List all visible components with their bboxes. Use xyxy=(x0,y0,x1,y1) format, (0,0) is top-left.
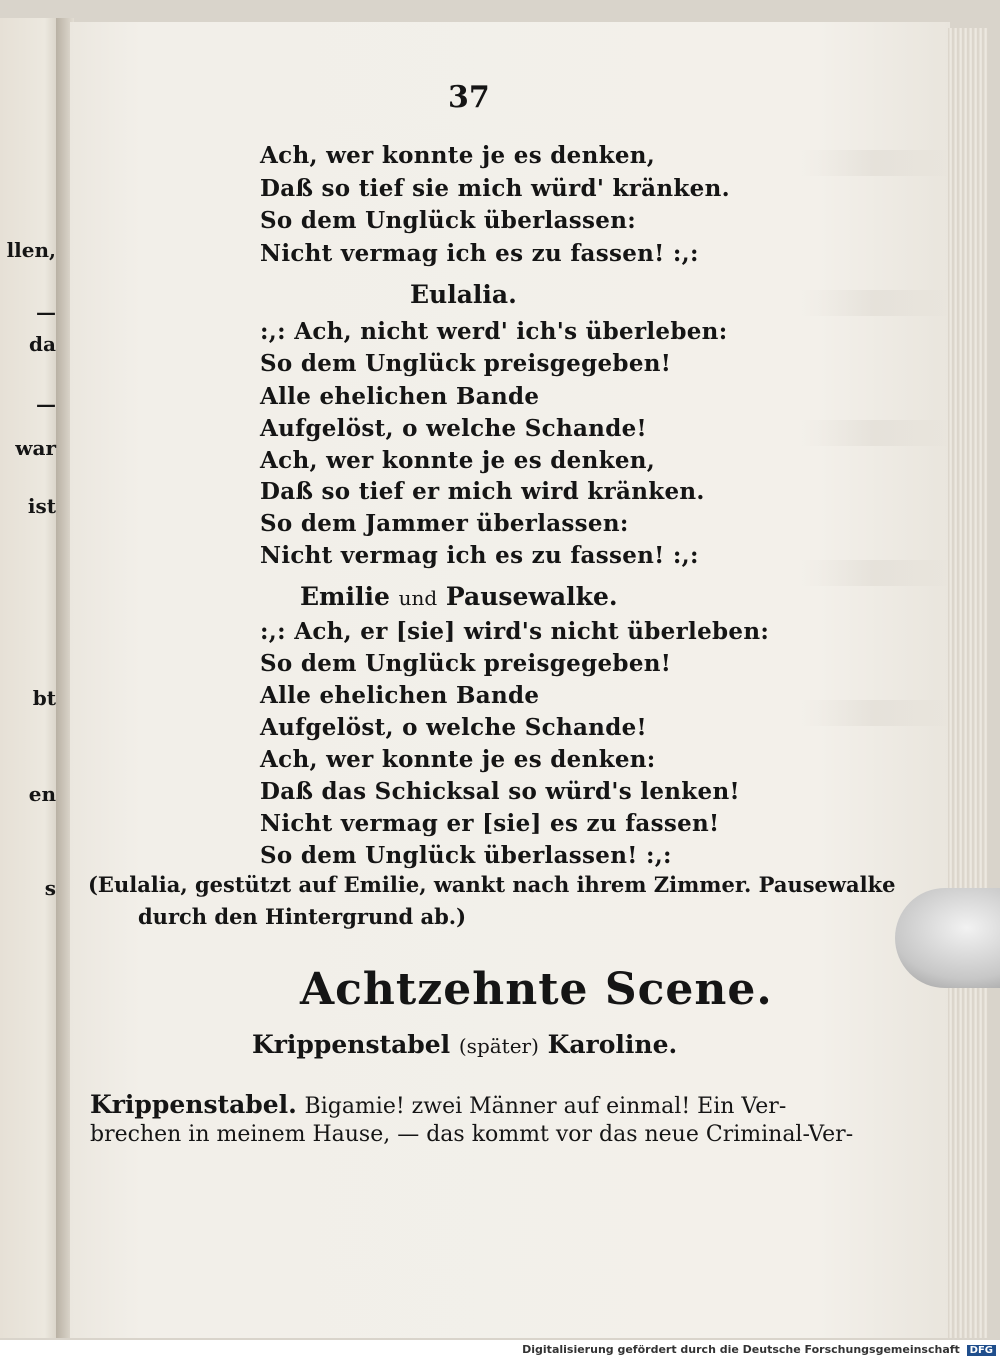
verse-line: So dem Unglück preisgegeben! xyxy=(260,650,672,677)
verse-line: Aufgelöst, o welche Schande! xyxy=(260,415,647,442)
left-margin-fragment: ist xyxy=(27,494,56,518)
verse-line: Ach, wer konnte je es denken, xyxy=(260,447,656,474)
left-margin-fragment: llen, xyxy=(6,238,56,262)
scene-title: Achtzehnte Scene. xyxy=(300,964,773,1015)
dialogue-line: brechen in meinem Hause, — das kommt vor das neue Criminal-Ver- xyxy=(90,1122,854,1147)
left-margin-fragment: war xyxy=(15,436,56,460)
dialogue-text: Bigamie! zwei Männer auf einmal! Ein Ver- xyxy=(304,1094,787,1119)
verse-line: Daß so tief sie mich würd' kränken. xyxy=(260,175,730,202)
show-through xyxy=(800,290,950,316)
dialogue-line xyxy=(90,1090,850,1119)
left-page-edge xyxy=(0,18,64,1338)
digitization-footer xyxy=(0,1340,1000,1360)
character-name: Karoline. xyxy=(547,1030,678,1059)
left-margin-fragment: en xyxy=(28,782,56,806)
left-margin-fragment: bt xyxy=(32,686,56,710)
verse-line: Daß das Schicksal so würd's lenken! xyxy=(260,778,740,805)
left-margin-fragment: — xyxy=(36,300,56,324)
verse-line: So dem Jammer überlassen: xyxy=(260,510,629,537)
verse-line: Alle ehelichen Bande xyxy=(260,383,540,410)
verse-line: Daß so tief er mich wird kränken. xyxy=(260,478,705,505)
page-stack-edge xyxy=(948,28,988,1338)
dialogue-speaker: Krippenstabel. xyxy=(90,1090,297,1119)
stage-direction: (Eulalia, gestützt auf Emilie, wankt nach ihrem Zimmer. Pausewalke xyxy=(88,872,896,897)
speaker-name: Eulalia. xyxy=(410,280,517,309)
verse-line: Aufgelöst, o welche Schande! xyxy=(260,714,647,741)
speaker-name: Pausewalke. xyxy=(445,582,618,611)
footer-text: Digitalisierung gefördert durch die Deutsche Forschungsgemeinschaft xyxy=(522,1343,960,1356)
left-margin-fragment: s xyxy=(44,876,56,900)
cast-note: (später) xyxy=(458,1034,539,1058)
verse-line: Alle ehelichen Bande xyxy=(260,682,540,709)
stage-direction: durch den Hintergrund ab.) xyxy=(138,904,467,929)
show-through xyxy=(800,150,950,176)
verse-line: So dem Unglück überlassen: xyxy=(260,207,637,234)
show-through xyxy=(800,560,950,586)
verse-line: :,: Ach, nicht werd' ich's überleben: xyxy=(260,318,728,345)
scene-cast xyxy=(252,1030,677,1059)
speaker-name: Emilie xyxy=(300,582,390,611)
verse-line: :,: Ach, er [sie] wird's nicht überleben: xyxy=(260,618,770,645)
verse-line: Ach, wer konnte je es denken: xyxy=(260,746,656,773)
speaker-names xyxy=(300,582,618,611)
speaker-conjunction: und xyxy=(398,586,438,610)
dfg-logo: DFG xyxy=(967,1345,996,1356)
verse-line: So dem Unglück überlassen! :,: xyxy=(260,842,672,869)
verse-line: Nicht vermag er [sie] es zu fassen! xyxy=(260,810,720,837)
scanner-clip xyxy=(895,888,1000,988)
character-name: Krippenstabel xyxy=(252,1030,451,1059)
verse-line: So dem Unglück preisgegeben! xyxy=(260,350,672,377)
verse-line: Nicht vermag ich es zu fassen! :,: xyxy=(260,542,699,569)
show-through xyxy=(800,420,950,446)
page-number: 37 xyxy=(448,80,490,115)
show-through xyxy=(800,700,950,726)
verse-line: Ach, wer konnte je es denken, xyxy=(260,142,656,169)
left-margin-fragment: — xyxy=(36,392,56,416)
verse-line: Nicht vermag ich es zu fassen! :,: xyxy=(260,240,699,267)
left-margin-fragment: da xyxy=(29,332,56,356)
